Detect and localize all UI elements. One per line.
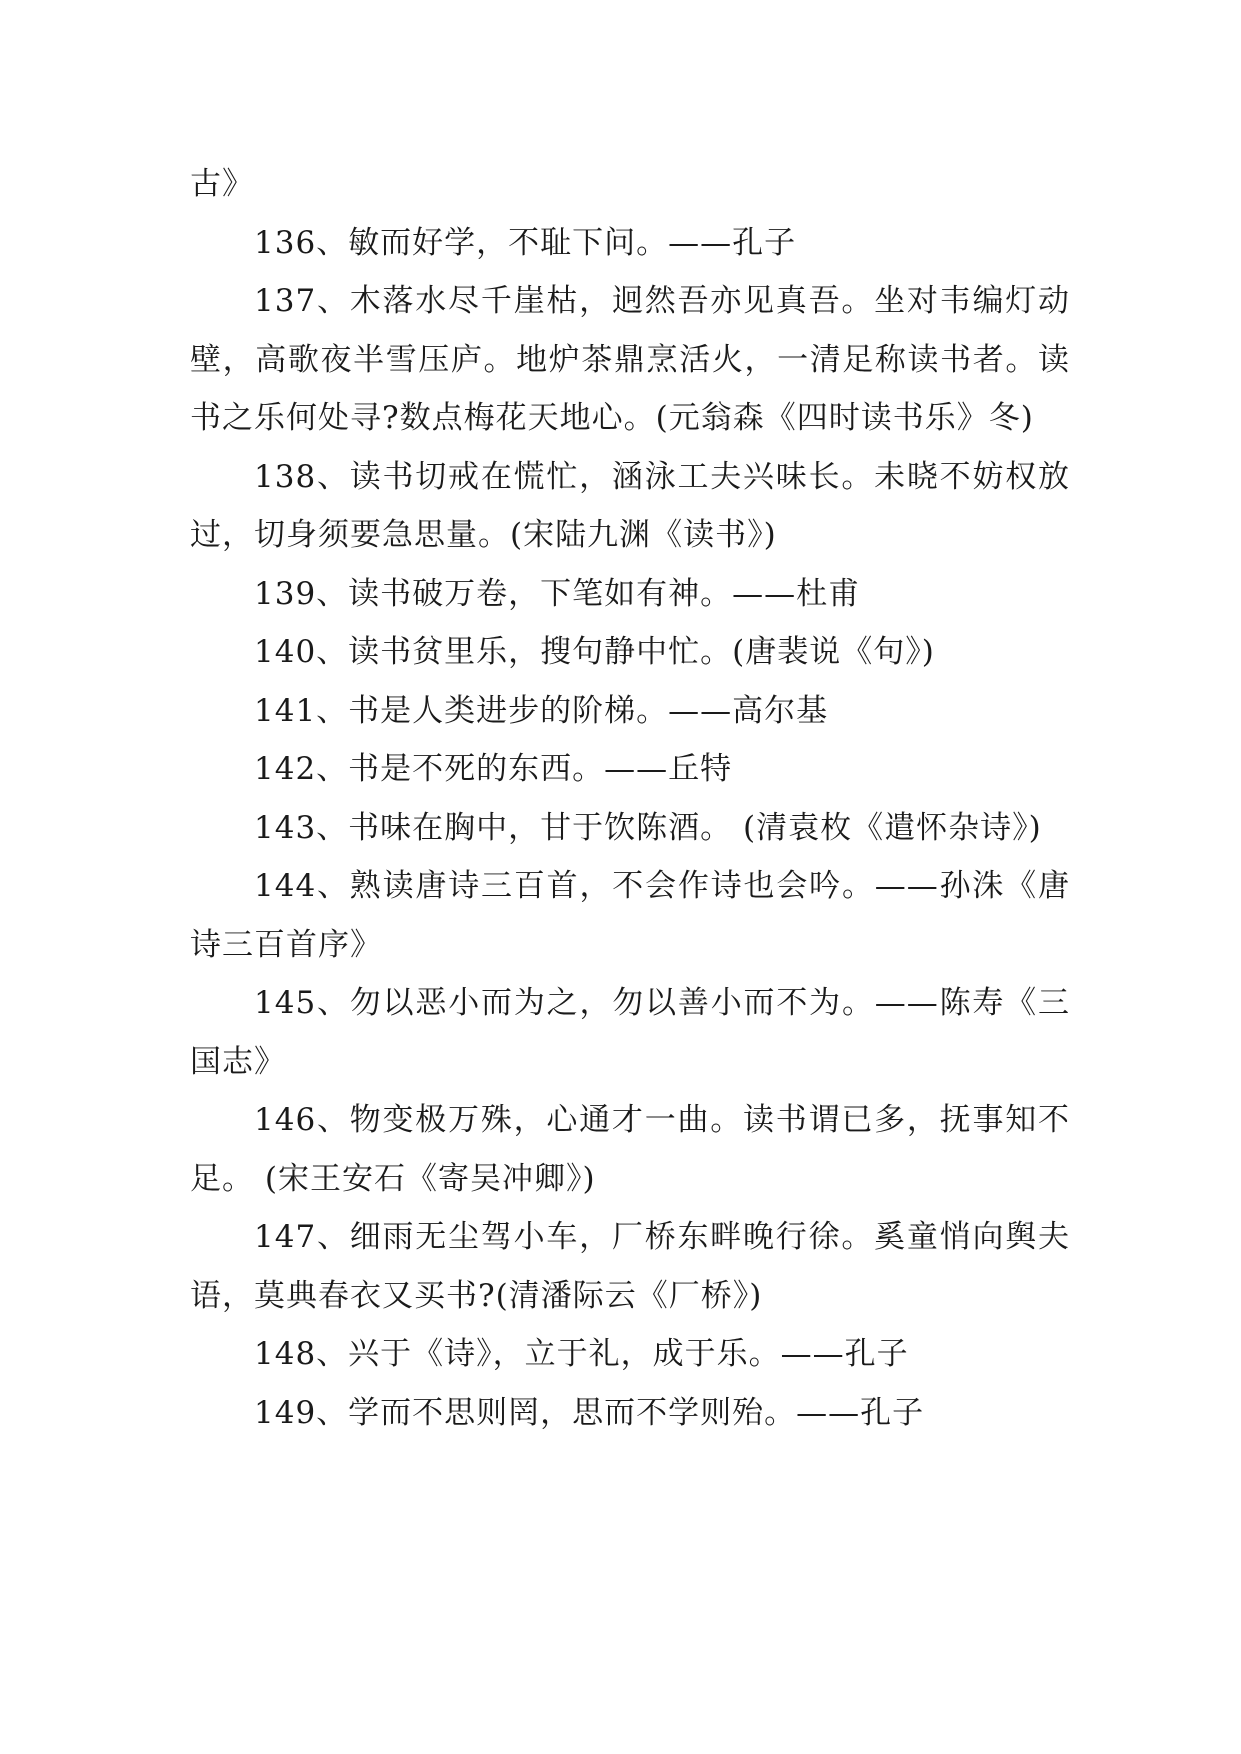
paragraph-147: 147、细雨无尘驾小车，厂桥东畔晚行徐。奚童悄向舆夫语，莫典春衣又买书?(清潘际云《厂桥》) (190, 1219, 1070, 1314)
paragraph-137: 137、木落水尽千崖枯，迥然吾亦见真吾。坐对韦编灯动壁，高歌夜半雪压庐。地炉茶鼎烹活火，一清足称读书者。读书之乐何处寻?数点梅花天地心。(元翁森《四时读书乐》冬) (190, 283, 1070, 436)
paragraph-continuation: 古》 (190, 166, 254, 202)
paragraph-143: 143、书味在胸中，甘于饮陈酒。 (清袁枚《遣怀杂诗》) (254, 809, 1042, 846)
paragraph-142: 142、书是不死的东西。——丘特 (254, 751, 733, 787)
paragraph-149: 149、学而不思则罔，思而不学则殆。——孔子 (254, 1394, 925, 1431)
paragraph-138: 138、读书切戒在慌忙，涵泳工夫兴味长。未晓不妨权放过，切身须要急思量。(宋陆九渊《读书》) (190, 458, 1070, 553)
paragraph-146: 146、物变极万殊，心通才一曲。读书谓已多，抚事知不足。 (宋王安石《寄吴冲卿》) (190, 1102, 1070, 1197)
paragraph-141: 141、书是人类进步的阶梯。——高尔基 (254, 692, 829, 729)
paragraph-136: 136、敏而好学，不耻下问。——孔子 (254, 224, 797, 261)
paragraph-140: 140、读书贫里乐，搜句静中忙。(唐裴说《句》) (254, 634, 935, 670)
paragraph-139: 139、读书破万卷，下笔如有神。——杜甫 (254, 575, 861, 612)
paragraph-148: 148、兴于《诗》，立于礼，成于乐。——孔子 (254, 1336, 909, 1372)
body-text (190, 155, 1070, 1442)
paragraph-144: 144、熟读唐诗三百首，不会作诗也会吟。——孙洙《唐诗三百首序》 (190, 868, 1070, 963)
paragraph-145: 145、勿以恶小而为之，勿以善小而不为。——陈寿《三国志》 (190, 985, 1070, 1080)
